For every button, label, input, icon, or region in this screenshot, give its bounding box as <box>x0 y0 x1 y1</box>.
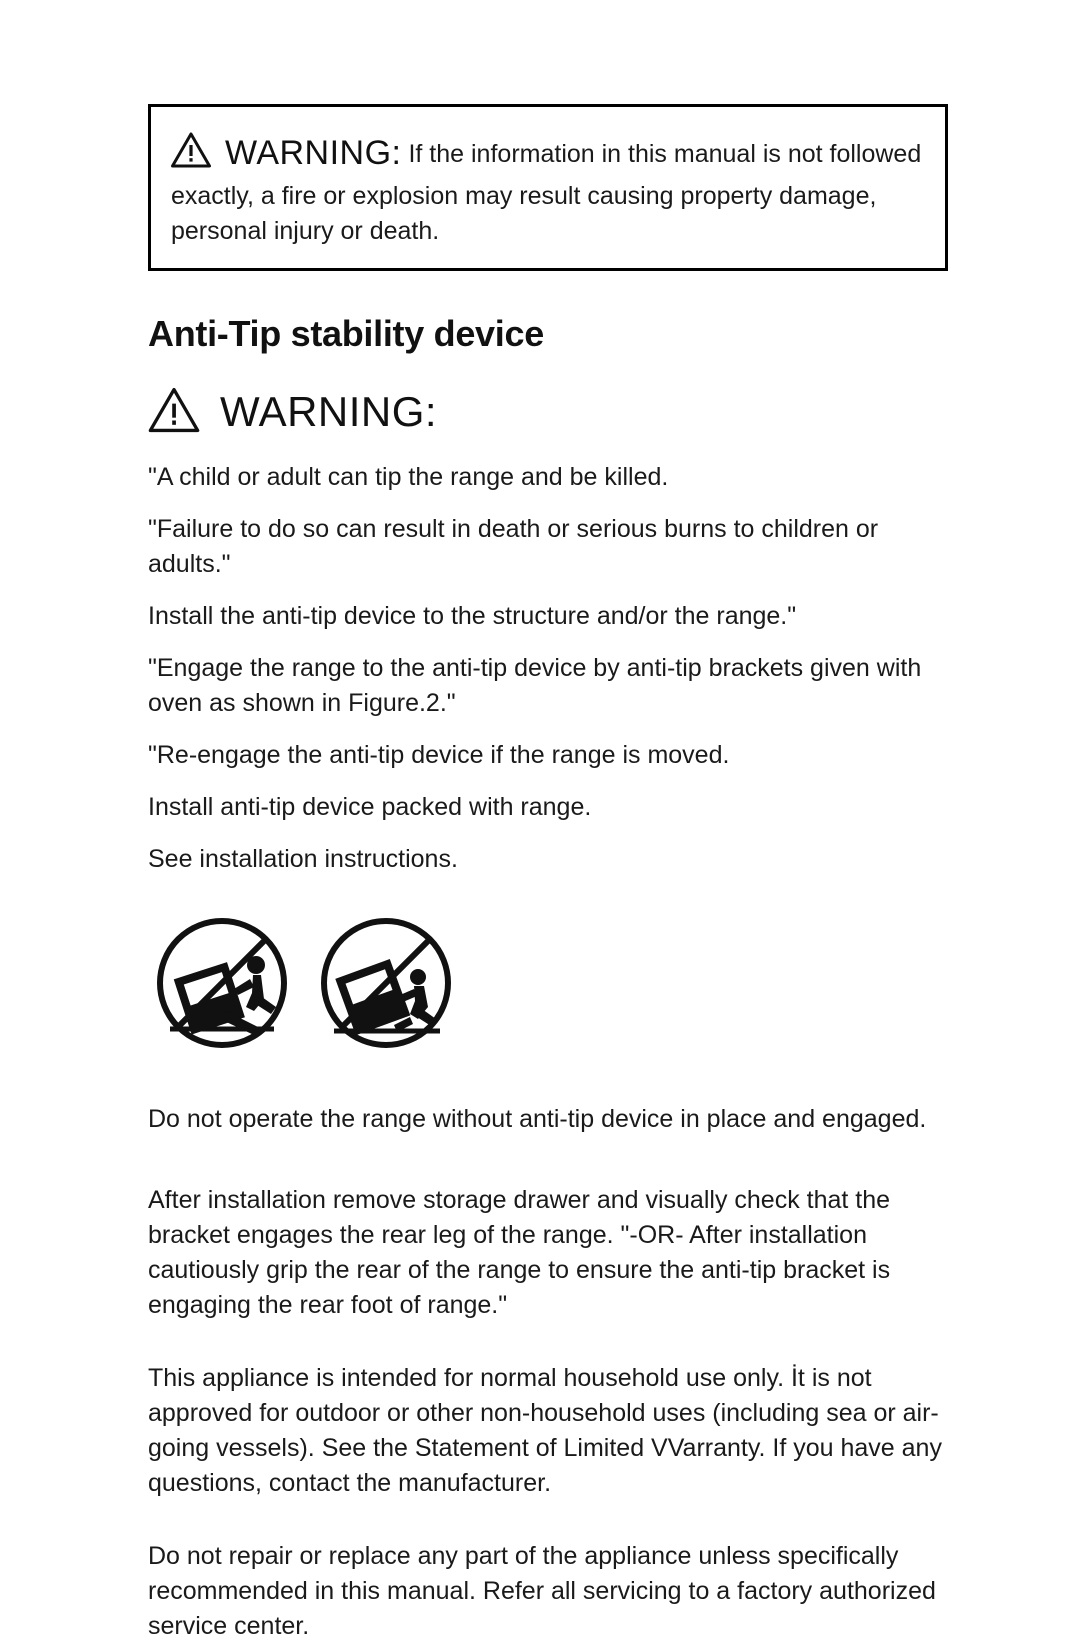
warning-triangle-icon <box>171 132 211 179</box>
no-standing-on-open-door-icon <box>318 915 454 1056</box>
top-warning-box <box>148 104 948 271</box>
warning-triangle-icon <box>148 387 200 438</box>
warning-line: See installation instructions. <box>148 844 458 873</box>
section-warning-heading <box>148 387 948 438</box>
top-warning-text-block <box>171 129 925 250</box>
section-warning-label: WARNING: <box>220 388 438 435</box>
warning-line: Install the anti-tip device to the structure and/or the range." <box>148 601 797 630</box>
note-no-operate: Do not operate the range without anti-tip device in place and engaged. <box>148 1104 927 1133</box>
note-after-installation: After installation remove storage drawer and visually check that the bracket engages the rear leg of the range. "-OR- After installation cautiously grip the rear of the range to ensure the anti-tip bracket is engaging the rear foot of range." <box>148 1185 891 1319</box>
note-household-use: This appliance is intended for normal household use only. İt is not approved for outdoor or other non-household uses (including sea or air-going vessels). See the Statement of Limited VVarranty. If you have any questions, contact the manufacturer. <box>148 1363 942 1497</box>
no-tipping-range-child-icon <box>154 915 290 1056</box>
warning-line: "Engage the range to the anti-tip device by anti-tip brackets given with oven as shown in Figure.2." <box>148 653 922 717</box>
page-content <box>148 104 948 1644</box>
top-warning-text: If the information in this manual is not followed exactly, a fire or explosion may result causing property damage, personal injury or death. <box>171 140 922 245</box>
warning-line: "Failure to do so can result in death or serious burns to children or adults." <box>148 514 879 578</box>
top-warning-label: WARNING: <box>225 134 402 172</box>
warning-line: "Re-engage the anti-tip device if the range is moved. <box>148 740 730 769</box>
page-title: Anti-Tip stability device <box>148 312 544 354</box>
pictogram-row <box>154 915 948 1056</box>
note-servicing: Do not repair or replace any part of the appliance unless specifically recommended in this manual. Refer all servicing to a factory authorized service center. <box>148 1541 936 1640</box>
warning-line: Install anti-tip device packed with range. <box>148 792 592 821</box>
warning-line: "A child or adult can tip the range and be killed. <box>148 462 669 491</box>
